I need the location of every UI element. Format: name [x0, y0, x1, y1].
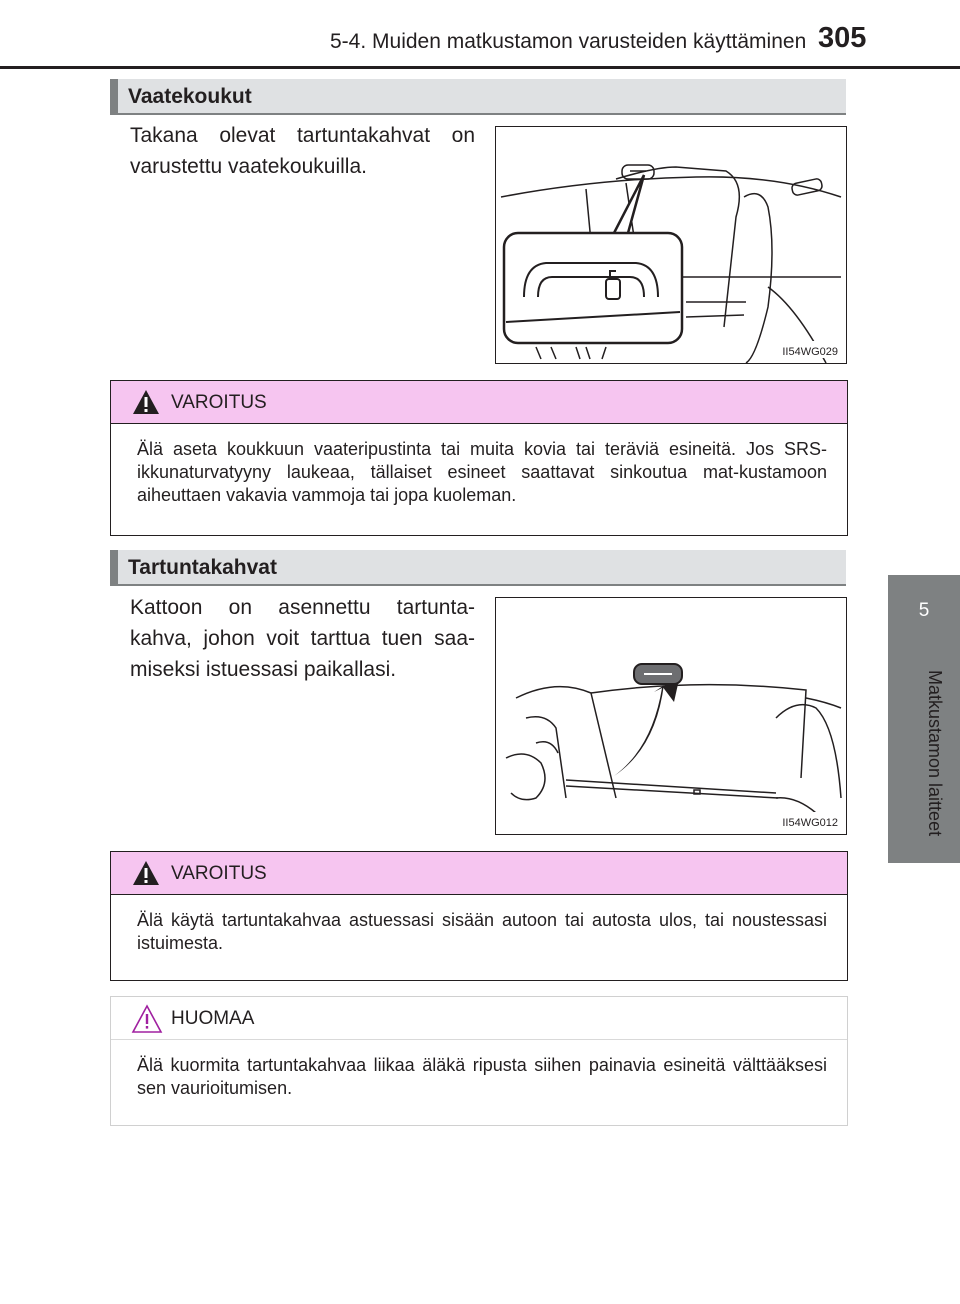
assist-grip-illustration: [496, 598, 846, 834]
section-body-text: Takana olevat tartuntakahvat on varustettu vaatekoukuilla.: [130, 124, 475, 178]
warning-text: Älä käytä tartuntakahvaa astuessasi sisään autoon tai autosta ulos, tai noustessasi istuimesta.: [137, 910, 827, 953]
section-heading-bar: [110, 79, 118, 113]
warning-header: [111, 852, 847, 895]
section-body-text: Kattoon on asennettu tartunta-kahva, johon voit tarttua tuen saa-miseksi istuessasi paikallasi.: [130, 596, 475, 681]
header-rule: [0, 66, 960, 69]
warning-header: [111, 381, 847, 424]
warning-box-clothes-hook: [110, 380, 848, 536]
caution-outline-triangle-icon: [131, 1004, 163, 1039]
notice-header: [111, 997, 847, 1040]
warning-triangle-icon: [131, 859, 161, 892]
chapter-tab-number: 5: [888, 575, 960, 633]
section-heading-clothes-hooks: [110, 79, 846, 115]
notice-label: HUOMAA: [171, 1008, 255, 1029]
page-number: 305: [818, 22, 867, 54]
warning-label: VAROITUS: [171, 392, 267, 413]
section-heading-label: Vaatekoukut: [128, 85, 252, 108]
figure-code: II54WG029: [782, 346, 838, 358]
section-heading-assist-grips: [110, 550, 846, 586]
notice-box-assist-grip: [110, 996, 848, 1126]
clothes-hook-illustration: [496, 127, 846, 363]
warning-triangle-icon: [131, 388, 161, 421]
figure-clothes-hook: [495, 126, 847, 364]
chapter-tab-label: Matkustamon laitteet: [925, 670, 945, 837]
figure-code: II54WG012: [782, 817, 838, 829]
running-header-title: 5-4. Muiden matkustamon varusteiden käyttäminen: [330, 30, 807, 53]
warning-text: Älä aseta koukkuun vaateripustinta tai muita kovia tai teräviä esineitä. Jos SRS-ikkunaturvatyyny laukeaa, tällaiset esineet saattavat sinkoutua mat-kustamoon aiheuttaen vakavia vammoja tai jopa kuoleman.: [137, 439, 827, 505]
notice-text: Älä kuormita tartuntakahvaa liikaa äläkä ripusta siihen painavia esineitä välttääksesi sen vaurioitumisen.: [137, 1055, 827, 1098]
warning-box-assist-grip: [110, 851, 848, 981]
section-heading-bar: [110, 550, 118, 584]
figure-assist-grip: [495, 597, 847, 835]
section-heading-label: Tartuntakahvat: [128, 556, 277, 579]
warning-label: VAROITUS: [171, 863, 267, 884]
